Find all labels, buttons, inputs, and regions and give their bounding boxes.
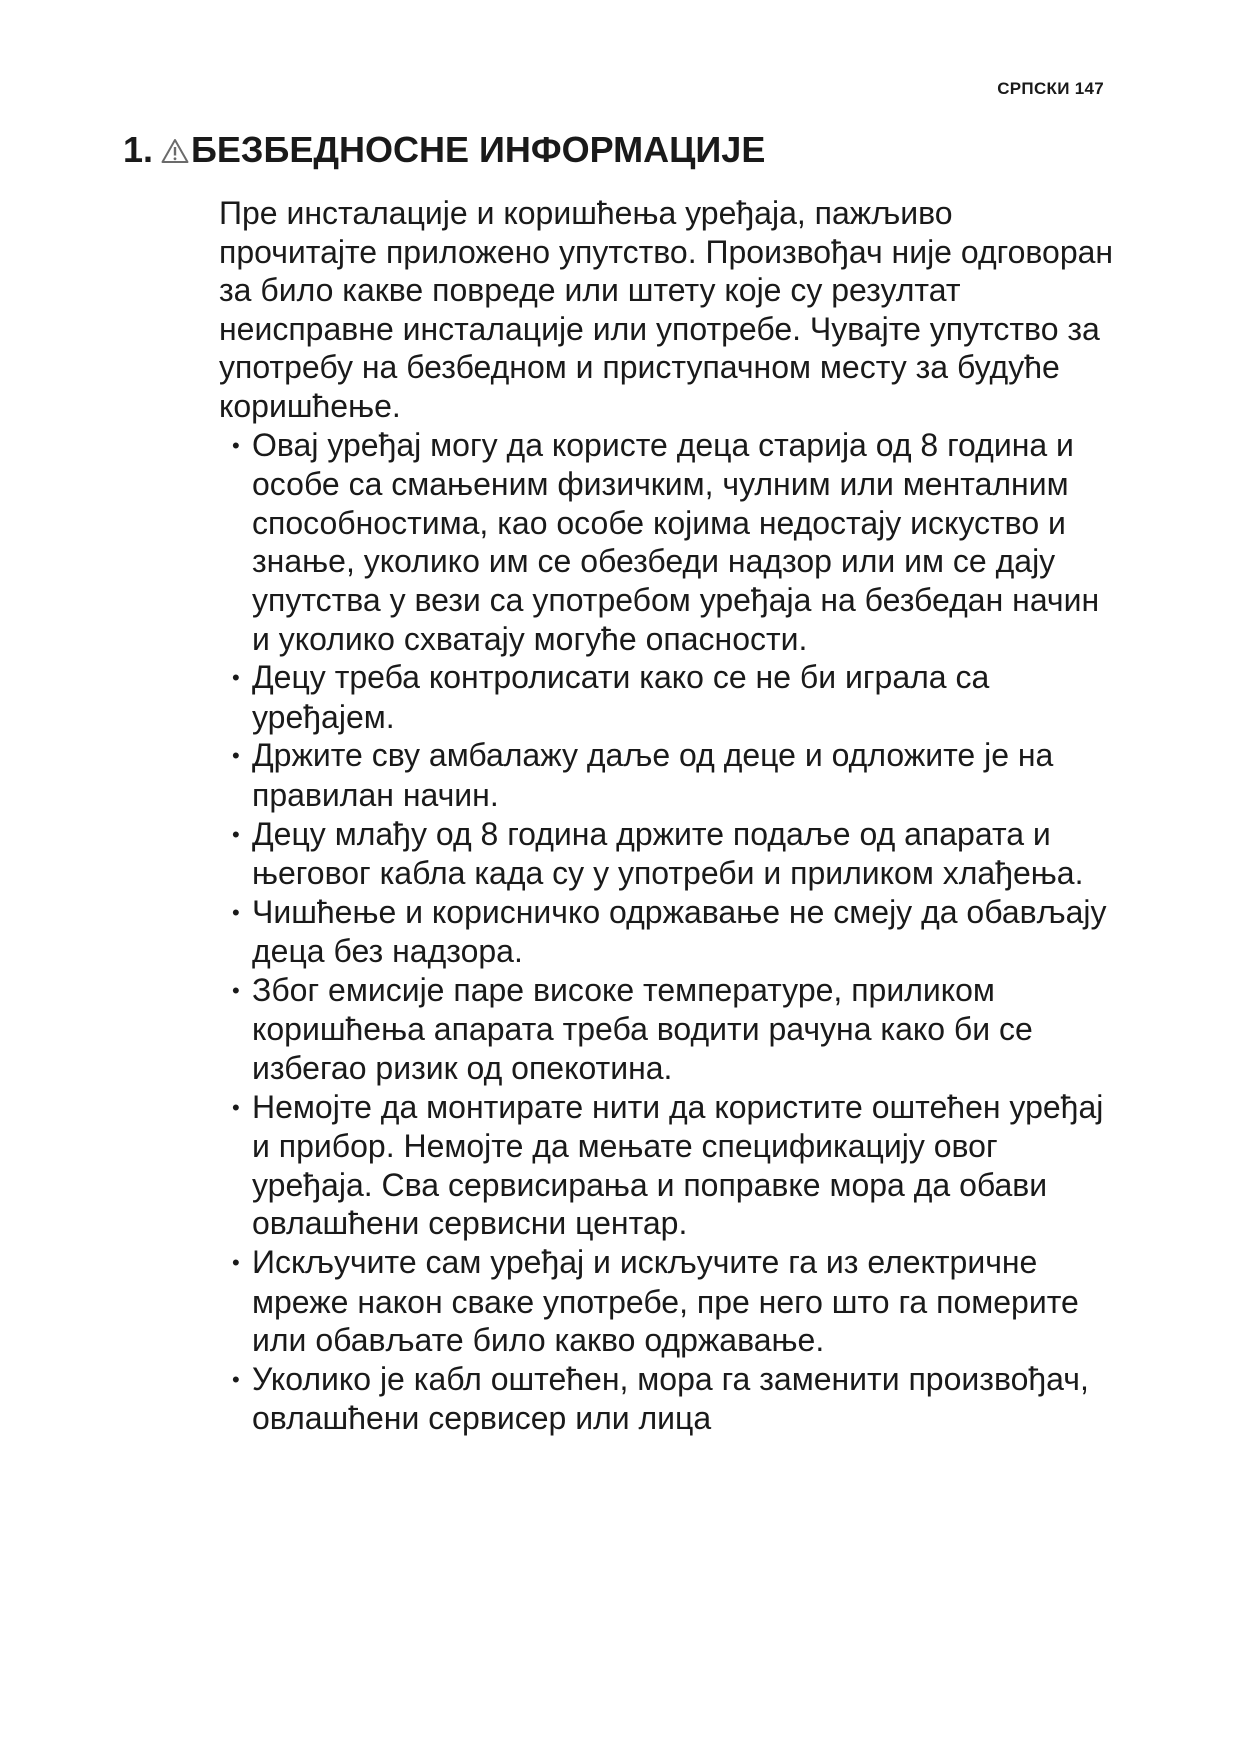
list-item-text: Децу треба контролисати како се не би играла са уређајем. (252, 659, 990, 735)
list-item-text: Немојте да монтирате нити да користите оштећен уређај и прибор. Немојте да мењате спецификацију овог уређаја. Сва сервисирања и поправке мора да обави овлашћени сервисни центар. (252, 1088, 1104, 1242)
section-number: 1. (123, 129, 154, 170)
bullet-icon: • (232, 432, 240, 458)
list-item (219, 1243, 1119, 1360)
list-item-text: Искључите сам уређај и искључите га из електричне мреже након сваке употребе, пре него што га померите или обављате било какво одржавање. (252, 1244, 1079, 1359)
bullet-icon: • (232, 1250, 240, 1276)
list-item-text: Држите сву амбалажу даље од деце и одложите је на правилан начин. (252, 737, 1054, 813)
bullet-icon: • (232, 743, 240, 769)
warning-icon (161, 138, 189, 164)
bullet-icon: • (232, 821, 240, 847)
bullet-icon: • (232, 1094, 240, 1120)
bullet-icon: • (232, 1366, 240, 1392)
list-item-text: Уколико је кабл оштећен, мора га заменити произвођач, овлашћени сервисер или лица (252, 1360, 1089, 1437)
bullet-icon: • (232, 977, 240, 1003)
list-item-text: Децу млађу од 8 година држите подаље од апарата и његовог кабла када су у употреби и приликом хлађења. (252, 815, 1084, 892)
section-title (123, 130, 765, 170)
bullet-icon: • (232, 665, 240, 691)
list-item (219, 426, 1119, 659)
safety-content (219, 194, 1119, 1438)
intro-paragraph: Пре инсталације и коришћења уређаја, пажљиво прочитајте приложено упутство. Произвођач није одговоран за било какве повреде или штету које су резултат неисправне инсталације или употребе. Чувајте упутство за употребу на безбедном и приступачном месту за будуће коришћење. (219, 195, 1114, 424)
list-item (219, 893, 1119, 971)
section-title-text: БЕЗБЕДНОСНЕ ИНФОРМАЦИЈЕ (191, 129, 766, 170)
list-item-text: Због емисије паре високе температуре, приликом коришћења апарата треба водити рачуна како би се избегао ризик од опекотина. (252, 971, 1033, 1087)
list-item (219, 1088, 1119, 1243)
list-item (219, 1360, 1119, 1438)
bullet-icon: • (232, 899, 240, 925)
list-item-text: Чишћење и корисничко одржавање не смеју да обављају деца без надзора. (252, 893, 1107, 970)
list-item (219, 658, 1119, 736)
list-item (219, 736, 1119, 814)
page-header: СРПСКИ 147 (997, 79, 1104, 98)
list-item (219, 815, 1119, 893)
safety-bullet-list (219, 426, 1119, 1438)
list-item-text: Овај уређај могу да користе деца старија од 8 година и особе са смањеним физичким, чулним или менталним способностима, као особе којима недостају искуство и знање, уколико им се обезбеди надзор или им се дају упутства у вези са употребом уређаја на безбедан начин и уколико схватају могуће опасности. (252, 426, 1100, 657)
list-item (219, 971, 1119, 1088)
